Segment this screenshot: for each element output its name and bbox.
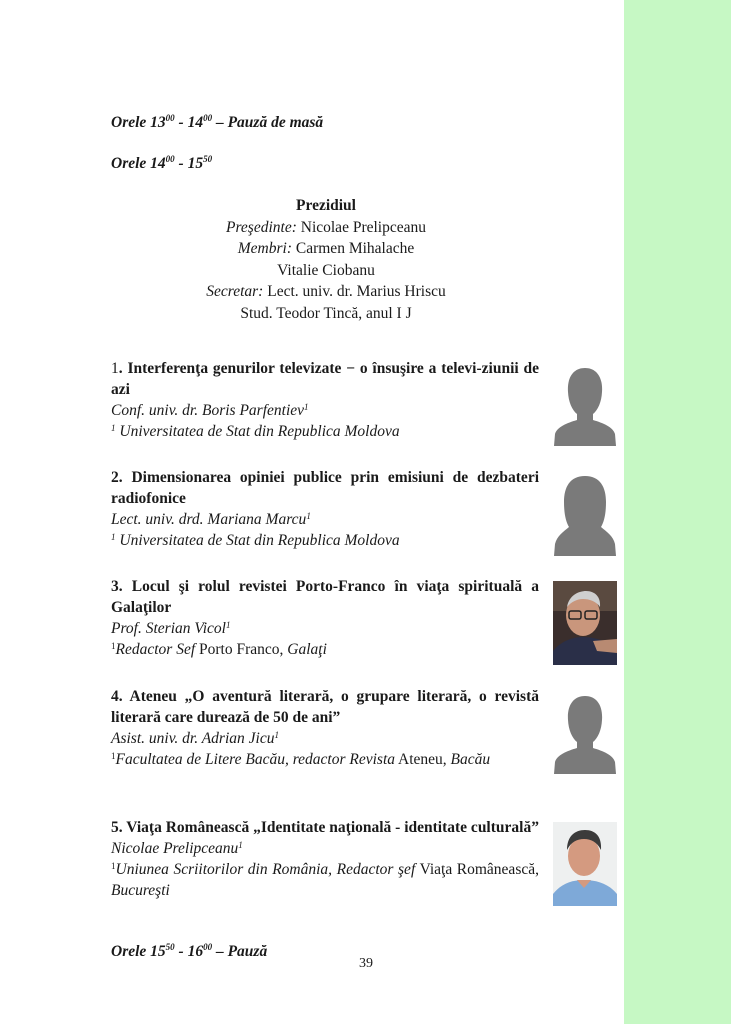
paper-author: Prof. Sterian Vicol$^1$ [111,620,231,637]
paper-title: 2. Dimensionarea opiniei publice prin emisiuni de dezbateri radiofonice [111,469,540,507]
presidium-secretary-2: Stud. Teodor Tincă, anul I J [240,304,412,322]
side-color-band [624,0,731,1024]
paper-affiliation: $^1$Uniunea Scriitorilor din România, Redactor şef Viaţa Românească, Bucureşti [111,861,539,899]
paper-author: Nicolae Prelipceanu$^1$ [111,840,243,857]
presidium-secretary: Secretar: Lect. univ. dr. Marius Hriscu [206,283,446,300]
silhouette-male-icon [553,362,617,446]
paper-affiliation: $^1$Redactor Sef Porto Franco, Galaţi [111,641,327,658]
portrait-photo [553,822,617,906]
paper-affiliation: $^1$ Universitatea de Stat din Republica Moldova [111,532,400,549]
presidium-heading: Prezidiul [296,197,356,214]
paper-title: 5. Viaţa Românească „Identitate naţională - identitate culturală” [111,819,539,836]
page-number: 39 [359,956,373,971]
paper-affiliation: $^1$ Universitatea de Stat din Republica Moldova [111,423,400,440]
paper-title: 4. Ateneu „O aventură literară, o grupare literară, o revistă literară care durează de 50 de ani” [111,688,539,726]
paper-author: Lect. univ. drd. Mariana Marcu$^1$ [111,511,311,528]
presidium-members: Membri: Carmen Mihalache [237,240,415,257]
schedule-lunch: Orele $13^{00} - 14^{00}$ – Pauză de masă [111,113,324,131]
paper-entry-3 [111,576,539,660]
paper-affiliation: $^1$Facultatea de Litere Bacău, redactor Revista Ateneu, Bacău [111,751,491,768]
presidium-president: Preşedinte: Nicolae Prelipceanu [226,218,426,236]
presidium-member: Vitalie Ciobanu [277,261,375,279]
silhouette-male-icon [553,690,617,774]
schedule-break: Orele $15^{50} - 16^{00}$ – Pauză [111,942,268,960]
paper-entry-5 [111,817,539,901]
paper-author: Asist. univ. dr. Adrian Jicu$^1$ [111,730,279,747]
paper-title: 3. Locul şi rolul revistei Porto-Franco în viaţa spirituală a Galaţilor [111,578,539,616]
silhouette-female-icon [553,472,617,556]
presidium-block [111,195,541,324]
paper-title: 1. Interferenţa genurilor televizate − o însuşire a televi-ziunii de azi [111,360,540,398]
paper-entry-2 [111,467,539,551]
schedule-session: Orele $14^{00} - 15^{50}$ [111,154,213,172]
portrait-photo [553,581,617,665]
paper-author: Conf. univ. dr. Boris Parfentiev$^1$ [111,402,309,419]
paper-entry-4 [111,686,539,770]
paper-entry-1 [111,358,539,442]
